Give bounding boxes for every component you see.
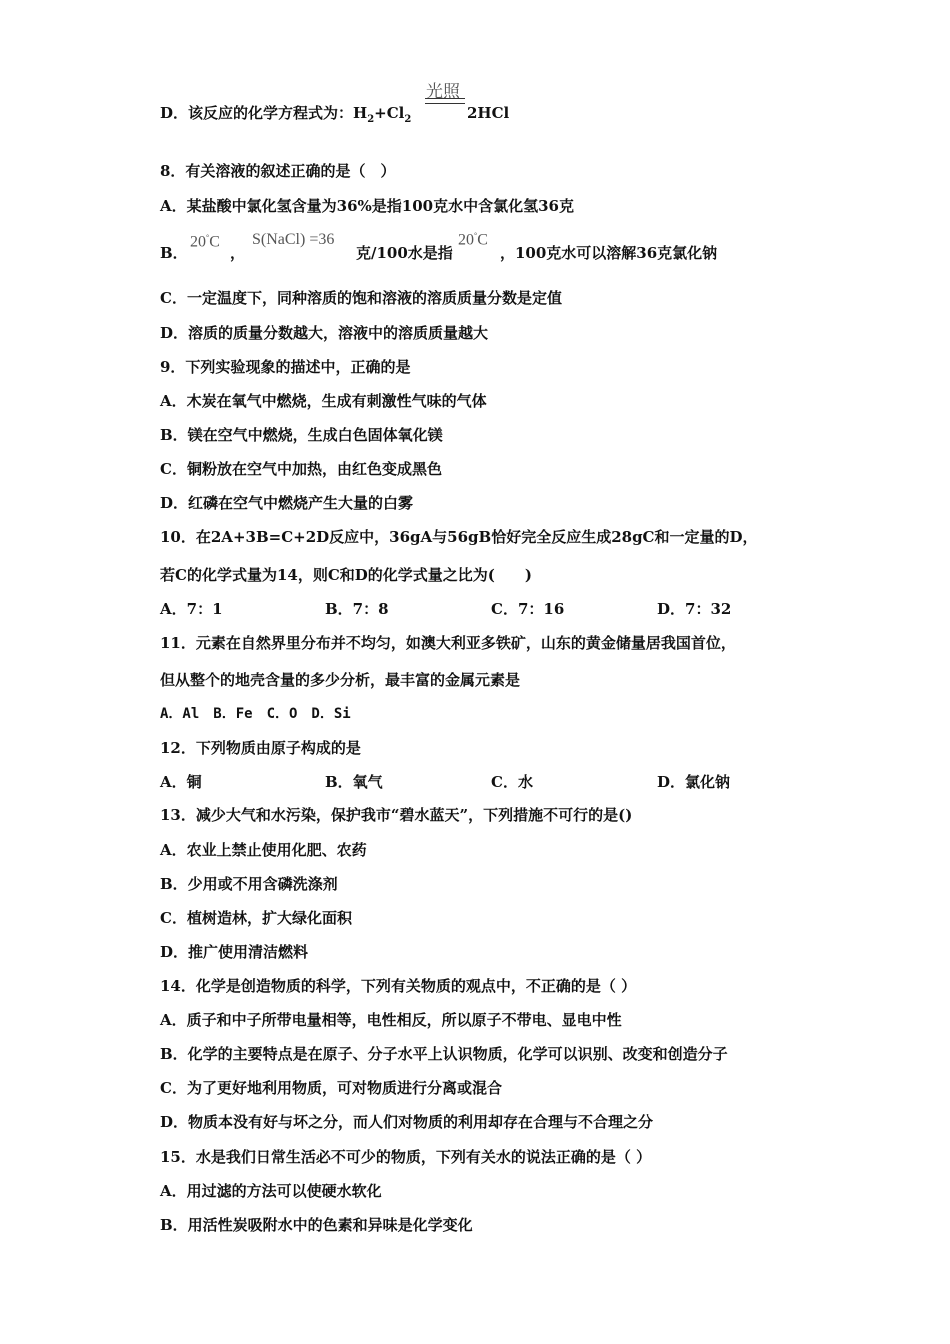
- q10-option-b: B．7：8: [325, 600, 389, 618]
- q15-option-a: A．用过滤的方法可以使硬水软化: [160, 1182, 382, 1200]
- q12-option-c: C．水: [491, 773, 533, 791]
- q8-b-temp-1-degree: °: [206, 233, 210, 242]
- q9-option-b: B．镁在空气中燃烧，生成白色固体氧化镁: [160, 426, 443, 444]
- q12-option-d: D．氯化钠: [657, 773, 731, 791]
- q8-option-b-label: B．: [160, 244, 188, 262]
- q12-option-b: B．氧气: [325, 773, 383, 791]
- q8-b-temp-1-unit: C: [209, 233, 220, 251]
- q8-b-comma: ，: [230, 244, 246, 262]
- q14-option-b: B．化学的主要特点是在原子、分子水平上认识物质，化学可以识别、改变和创造分子: [160, 1045, 728, 1063]
- q13-option-a: A．农业上禁止使用化肥、农药: [160, 841, 367, 859]
- q9-option-c: C．铜粉放在空气中加热，由红色变成黑色: [160, 460, 442, 478]
- q14-option-c: C．为了更好地利用物质，可对物质进行分离或混合: [160, 1079, 502, 1097]
- q8-b-temp-2-value: 20: [458, 231, 474, 249]
- q10-option-c: C．7：16: [491, 600, 565, 618]
- q7-d-h: H: [353, 104, 368, 122]
- equation-equals-sign: [425, 98, 465, 104]
- q7-d-cl-sub: 2: [404, 114, 412, 125]
- q9-option-a: A．木炭在氧气中燃烧，生成有刺激性气味的气体: [160, 392, 487, 410]
- q8-b-solubility: S(NaCl) =36: [252, 231, 335, 248]
- q13-option-d: D．推广使用清洁燃料: [160, 943, 309, 961]
- q10-option-d: D．7：32: [657, 600, 732, 618]
- q8-b-temp-2: [458, 231, 488, 249]
- q7-d-product: 2HCl: [467, 104, 510, 122]
- q10-option-a: A．7：1: [160, 600, 223, 618]
- q14-stem: 14．化学是创造物质的科学，下列有关物质的观点中，不正确的是（ ）: [160, 977, 637, 995]
- q7-option-d: [160, 103, 411, 130]
- q11-stem-line-1: 11．元素在自然界里分布并不均匀，如澳大利亚多铁矿，山东的黄金储量居我国首位，: [160, 634, 736, 652]
- q9-stem: 9．下列实验现象的描述中，正确的是: [160, 358, 411, 376]
- q8-b-temp-2-unit: C: [477, 231, 488, 249]
- q8-b-tail: ，100克水可以溶解36克氯化钠: [500, 244, 718, 262]
- q9-option-d: D．红磷在空气中燃烧产生大量的白雾: [160, 494, 414, 512]
- q8-b-temp-1-value: 20: [190, 233, 206, 251]
- q13-option-c: C．植树造林，扩大绿化面积: [160, 909, 352, 927]
- q11-stem-line-2: 但从整个的地壳含量的多少分析，最丰富的金属元素是: [160, 671, 521, 689]
- q15-stem: 15．水是我们日常生活必不可少的物质，下列有关水的说法正确的是（ ）: [160, 1148, 652, 1166]
- q14-option-a: A．质子和中子所带电量相等，电性相反，所以原子不带电、显电中性: [160, 1011, 622, 1029]
- q11-options: A．Al B．Fe C．O D．Si: [160, 706, 351, 722]
- q8-stem: 8．有关溶液的叙述正确的是（ ）: [160, 162, 396, 180]
- q8-b-middle: 克/100水是指: [356, 244, 453, 262]
- q13-stem: 13．减少大气和水污染，保护我市“碧水蓝天”，下列措施不可行的是(): [160, 806, 633, 824]
- q7-d-prefix: D．该反应的化学方程式为：: [160, 104, 354, 122]
- reaction-condition: 光照: [426, 82, 460, 101]
- q8-option-d: D．溶质的质量分数越大，溶液中的溶质质量越大: [160, 324, 489, 342]
- q12-stem: 12．下列物质由原子构成的是: [160, 739, 361, 757]
- q15-option-b: B．用活性炭吸附水中的色素和异味是化学变化: [160, 1216, 473, 1234]
- q8-b-temp-1: [190, 233, 220, 251]
- q8-b-temp-2-degree: °: [474, 231, 478, 240]
- q10-stem-line-2: 若C的化学式量为14，则C和D的化学式量之比为( ): [160, 566, 532, 584]
- q8-option-a: A．某盐酸中氯化氢含量为36%是指100克水中含氯化氢36克: [160, 197, 574, 215]
- q14-option-d: D．物质本没有好与坏之分，而人们对物质的利用却存在合理与不合理之分: [160, 1113, 654, 1131]
- q7-d-cl: +Cl: [374, 104, 405, 122]
- q7-d-h-sub: 2: [367, 114, 375, 125]
- q13-option-b: B．少用或不用含磷洗涤剂: [160, 875, 338, 893]
- q10-stem-line-1: 10．在2A+3B=C+2D反应中，36gA与56gB恰好完全反应生成28gC和一定量的D，: [160, 528, 758, 546]
- q8-option-c: C．一定温度下，同种溶质的饱和溶液的溶质质量分数是定值: [160, 289, 562, 307]
- q12-option-a: A．铜: [160, 773, 202, 791]
